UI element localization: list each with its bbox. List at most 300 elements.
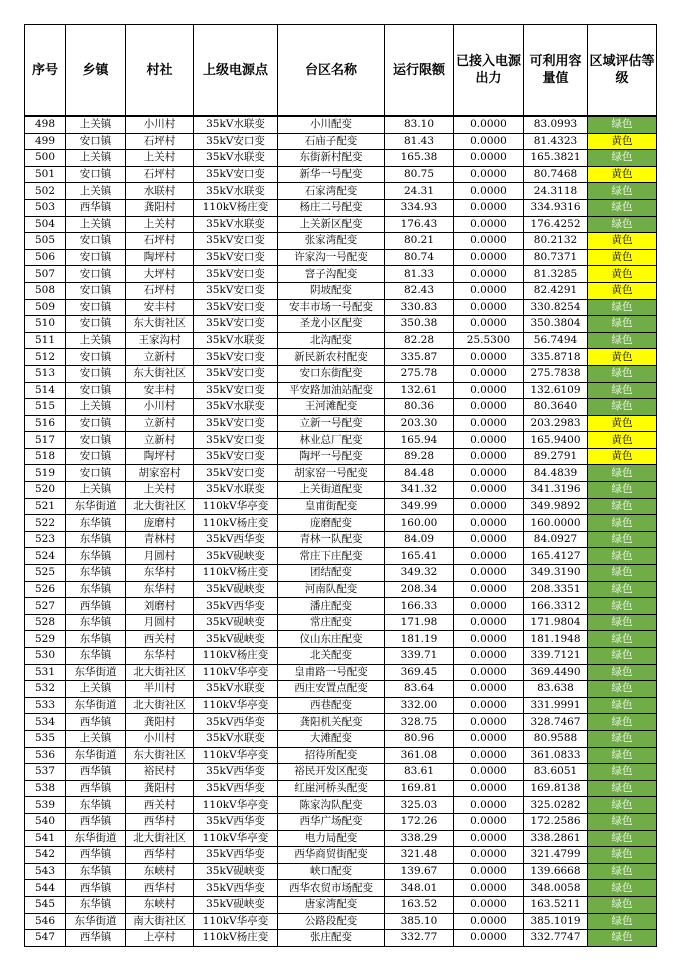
cell-index: 543 xyxy=(25,863,66,880)
table-row xyxy=(25,797,657,814)
cell-connected-output: 0.0000 xyxy=(454,515,524,532)
cell-power-source: 35kV安口变 xyxy=(194,316,278,333)
cell-village: 月圆村 xyxy=(126,548,194,565)
cell-village: 上关村 xyxy=(126,216,194,233)
cell-area-name: 窨子沟配变 xyxy=(278,266,385,283)
table-row xyxy=(25,432,657,449)
cell-index: 545 xyxy=(25,896,66,913)
cell-area-name: 上关新区配变 xyxy=(278,216,385,233)
cell-available-capacity: 169.8138 xyxy=(524,780,588,797)
cell-power-source: 110kV华亭变 xyxy=(194,797,278,814)
cell-operating-limit: 330.83 xyxy=(385,299,454,316)
cell-assessment-level: 绿色 xyxy=(588,365,657,382)
cell-index: 542 xyxy=(25,847,66,864)
cell-connected-output: 0.0000 xyxy=(454,133,524,150)
cell-assessment-level: 绿色 xyxy=(588,581,657,598)
cell-township: 安口镇 xyxy=(66,249,126,266)
cell-index: 531 xyxy=(25,664,66,681)
cell-available-capacity: 84.0927 xyxy=(524,531,588,548)
cell-assessment-level: 绿色 xyxy=(588,565,657,582)
table-row xyxy=(25,896,657,913)
cell-village: 北大街社区 xyxy=(126,697,194,714)
cell-township: 安口镇 xyxy=(66,266,126,283)
cell-township: 东华镇 xyxy=(66,797,126,814)
cell-connected-output: 0.0000 xyxy=(454,930,524,947)
cell-index: 522 xyxy=(25,515,66,532)
cell-connected-output: 0.0000 xyxy=(454,349,524,366)
cell-village: 南大街社区 xyxy=(126,913,194,930)
cell-available-capacity: 139.6668 xyxy=(524,863,588,880)
cell-power-source: 110kV杨庄变 xyxy=(194,515,278,532)
cell-area-name: 皇甫街配变 xyxy=(278,498,385,515)
cell-area-name: 陶坪一号配变 xyxy=(278,448,385,465)
table-row xyxy=(25,531,657,548)
cell-power-source: 35kV水联变 xyxy=(194,681,278,698)
cell-power-source: 35kV安口变 xyxy=(194,299,278,316)
cell-assessment-level: 黄色 xyxy=(588,448,657,465)
cell-connected-output: 0.0000 xyxy=(454,415,524,432)
table-row xyxy=(25,614,657,631)
cell-power-source: 35kV砚峡变 xyxy=(194,614,278,631)
cell-operating-limit: 132.61 xyxy=(385,382,454,399)
cell-area-name: 石庙子配变 xyxy=(278,133,385,150)
cell-index: 528 xyxy=(25,614,66,631)
cell-operating-limit: 325.03 xyxy=(385,797,454,814)
cell-power-source: 35kV水联变 xyxy=(194,482,278,499)
cell-power-source: 35kV水联变 xyxy=(194,150,278,167)
cell-operating-limit: 339.71 xyxy=(385,648,454,665)
cell-connected-output: 0.0000 xyxy=(454,614,524,631)
cell-available-capacity: 176.4252 xyxy=(524,216,588,233)
cell-assessment-level: 绿色 xyxy=(588,482,657,499)
cell-connected-output: 0.0000 xyxy=(454,780,524,797)
cell-power-source: 35kV砚峡变 xyxy=(194,896,278,913)
table-row xyxy=(25,598,657,615)
cell-connected-output: 0.0000 xyxy=(454,150,524,167)
cell-index: 501 xyxy=(25,166,66,183)
cell-available-capacity: 80.7468 xyxy=(524,166,588,183)
cell-township: 上关镇 xyxy=(66,150,126,167)
cell-area-name: 圣龙小区配变 xyxy=(278,316,385,333)
cell-township: 安口镇 xyxy=(66,382,126,399)
cell-operating-limit: 80.75 xyxy=(385,166,454,183)
cell-area-name: 大滩配变 xyxy=(278,730,385,747)
table-row xyxy=(25,847,657,864)
cell-village: 东华村 xyxy=(126,581,194,598)
cell-index: 514 xyxy=(25,382,66,399)
cell-area-name: 林业总厂配变 xyxy=(278,432,385,449)
cell-assessment-level: 绿色 xyxy=(588,631,657,648)
cell-index: 535 xyxy=(25,730,66,747)
cell-power-source: 35kV西华变 xyxy=(194,714,278,731)
cell-assessment-level: 黄色 xyxy=(588,133,657,150)
cell-power-source: 35kV安口变 xyxy=(194,349,278,366)
cell-area-name: 张庄配变 xyxy=(278,930,385,947)
cell-assessment-level: 绿色 xyxy=(588,299,657,316)
cell-township: 东华街道 xyxy=(66,830,126,847)
cell-operating-limit: 80.74 xyxy=(385,249,454,266)
cell-area-name: 常庄配变 xyxy=(278,614,385,631)
cell-operating-limit: 81.33 xyxy=(385,266,454,283)
cell-assessment-level: 黄色 xyxy=(588,233,657,250)
cell-power-source: 35kV安口变 xyxy=(194,249,278,266)
cell-assessment-level: 绿色 xyxy=(588,531,657,548)
cell-available-capacity: 349.9892 xyxy=(524,498,588,515)
cell-power-source: 35kV砚峡变 xyxy=(194,548,278,565)
cell-available-capacity: 165.4127 xyxy=(524,548,588,565)
cell-township: 东华镇 xyxy=(66,896,126,913)
cell-area-name: 阴坡配变 xyxy=(278,282,385,299)
cell-township: 西华镇 xyxy=(66,847,126,864)
cell-operating-limit: 321.48 xyxy=(385,847,454,864)
cell-assessment-level: 绿色 xyxy=(588,896,657,913)
cell-available-capacity: 181.1948 xyxy=(524,631,588,648)
cell-township: 上关镇 xyxy=(66,116,126,133)
cell-village: 东峡村 xyxy=(126,863,194,880)
cell-power-source: 110kV杨庄变 xyxy=(194,648,278,665)
cell-available-capacity: 349.3190 xyxy=(524,565,588,582)
table-row xyxy=(25,233,657,250)
cell-connected-output: 0.0000 xyxy=(454,830,524,847)
table-row xyxy=(25,930,657,947)
cell-township: 西华镇 xyxy=(66,598,126,615)
cell-operating-limit: 163.52 xyxy=(385,896,454,913)
cell-operating-limit: 349.99 xyxy=(385,498,454,515)
cell-power-source: 35kV安口变 xyxy=(194,233,278,250)
cell-power-source: 35kV安口变 xyxy=(194,448,278,465)
cell-operating-limit: 208.34 xyxy=(385,581,454,598)
table-body xyxy=(25,116,657,946)
cell-available-capacity: 335.8718 xyxy=(524,349,588,366)
cell-village: 青林村 xyxy=(126,531,194,548)
cell-village: 胡家窑村 xyxy=(126,465,194,482)
cell-available-capacity: 350.3804 xyxy=(524,316,588,333)
cell-operating-limit: 89.28 xyxy=(385,448,454,465)
cell-index: 513 xyxy=(25,365,66,382)
cell-index: 537 xyxy=(25,764,66,781)
cell-village: 月圆村 xyxy=(126,614,194,631)
header-index: 序号 xyxy=(25,25,66,117)
cell-township: 安口镇 xyxy=(66,299,126,316)
capacity-table xyxy=(24,24,657,947)
cell-village: 水联村 xyxy=(126,183,194,200)
cell-township: 西华镇 xyxy=(66,880,126,897)
cell-township: 安口镇 xyxy=(66,133,126,150)
cell-available-capacity: 385.1019 xyxy=(524,913,588,930)
cell-assessment-level: 绿色 xyxy=(588,764,657,781)
cell-township: 东华街道 xyxy=(66,747,126,764)
cell-power-source: 35kV安口变 xyxy=(194,382,278,399)
cell-index: 529 xyxy=(25,631,66,648)
cell-connected-output: 0.0000 xyxy=(454,498,524,515)
cell-power-source: 35kV西华变 xyxy=(194,531,278,548)
cell-connected-output: 0.0000 xyxy=(454,548,524,565)
cell-area-name: 东街新村配变 xyxy=(278,150,385,167)
table-row xyxy=(25,415,657,432)
cell-assessment-level: 绿色 xyxy=(588,780,657,797)
table-row xyxy=(25,316,657,333)
cell-village: 东大街社区 xyxy=(126,365,194,382)
cell-operating-limit: 341.32 xyxy=(385,482,454,499)
cell-area-name: 胡家窑一号配变 xyxy=(278,465,385,482)
cell-assessment-level: 绿色 xyxy=(588,465,657,482)
table-row xyxy=(25,150,657,167)
cell-township: 西华镇 xyxy=(66,930,126,947)
cell-operating-limit: 24.31 xyxy=(385,183,454,200)
cell-connected-output: 0.0000 xyxy=(454,299,524,316)
cell-available-capacity: 203.2983 xyxy=(524,415,588,432)
cell-connected-output: 0.0000 xyxy=(454,880,524,897)
cell-assessment-level: 绿色 xyxy=(588,116,657,133)
cell-available-capacity: 89.2791 xyxy=(524,448,588,465)
cell-assessment-level: 绿色 xyxy=(588,183,657,200)
table-row xyxy=(25,730,657,747)
cell-available-capacity: 163.5211 xyxy=(524,896,588,913)
cell-index: 532 xyxy=(25,681,66,698)
cell-connected-output: 0.0000 xyxy=(454,813,524,830)
cell-operating-limit: 332.00 xyxy=(385,697,454,714)
table-row xyxy=(25,482,657,499)
cell-village: 陶坪村 xyxy=(126,448,194,465)
cell-assessment-level: 绿色 xyxy=(588,880,657,897)
cell-connected-output: 0.0000 xyxy=(454,365,524,382)
cell-power-source: 35kV安口变 xyxy=(194,465,278,482)
cell-power-source: 35kV西华变 xyxy=(194,764,278,781)
cell-operating-limit: 80.21 xyxy=(385,233,454,250)
cell-power-source: 110kV华亭变 xyxy=(194,913,278,930)
cell-township: 东华镇 xyxy=(66,531,126,548)
cell-connected-output: 0.0000 xyxy=(454,465,524,482)
cell-operating-limit: 84.48 xyxy=(385,465,454,482)
cell-operating-limit: 328.75 xyxy=(385,714,454,731)
cell-connected-output: 0.0000 xyxy=(454,648,524,665)
cell-available-capacity: 341.3196 xyxy=(524,482,588,499)
cell-village: 东峡村 xyxy=(126,896,194,913)
cell-power-source: 110kV华亭变 xyxy=(194,697,278,714)
table-row xyxy=(25,863,657,880)
cell-assessment-level: 黄色 xyxy=(588,266,657,283)
cell-available-capacity: 80.3640 xyxy=(524,399,588,416)
cell-available-capacity: 275.7838 xyxy=(524,365,588,382)
cell-township: 上关镇 xyxy=(66,332,126,349)
cell-assessment-level: 绿色 xyxy=(588,216,657,233)
cell-assessment-level: 绿色 xyxy=(588,598,657,615)
cell-assessment-level: 绿色 xyxy=(588,847,657,864)
cell-township: 东华镇 xyxy=(66,648,126,665)
cell-assessment-level: 绿色 xyxy=(588,150,657,167)
cell-assessment-level: 绿色 xyxy=(588,548,657,565)
cell-operating-limit: 165.94 xyxy=(385,432,454,449)
table-row xyxy=(25,199,657,216)
cell-power-source: 35kV安口变 xyxy=(194,133,278,150)
cell-area-name: 皇甫路一号配变 xyxy=(278,664,385,681)
header-available-capacity: 可利用容量值 xyxy=(524,25,588,117)
cell-area-name: 新民新农村配变 xyxy=(278,349,385,366)
cell-power-source: 35kV砚峡变 xyxy=(194,581,278,598)
cell-power-source: 110kV华亭变 xyxy=(194,747,278,764)
cell-index: 526 xyxy=(25,581,66,598)
cell-township: 东华镇 xyxy=(66,631,126,648)
cell-index: 498 xyxy=(25,116,66,133)
cell-village: 东大街社区 xyxy=(126,747,194,764)
cell-area-name: 仪山东庄配变 xyxy=(278,631,385,648)
cell-area-name: 青林一队配变 xyxy=(278,531,385,548)
cell-village: 北大街社区 xyxy=(126,664,194,681)
cell-index: 521 xyxy=(25,498,66,515)
table-row xyxy=(25,183,657,200)
table-row xyxy=(25,747,657,764)
cell-connected-output: 0.0000 xyxy=(454,896,524,913)
header-assessment-level: 区域评估等级 xyxy=(588,25,657,117)
header-village: 村社 xyxy=(126,25,194,117)
header-area-name: 台区名称 xyxy=(278,25,385,117)
cell-operating-limit: 361.08 xyxy=(385,747,454,764)
cell-connected-output: 0.0000 xyxy=(454,183,524,200)
table-row xyxy=(25,349,657,366)
cell-village: 立新村 xyxy=(126,432,194,449)
cell-village: 王家沟村 xyxy=(126,332,194,349)
cell-assessment-level: 绿色 xyxy=(588,382,657,399)
cell-connected-output: 0.0000 xyxy=(454,266,524,283)
cell-assessment-level: 绿色 xyxy=(588,498,657,515)
table-row xyxy=(25,648,657,665)
cell-index: 506 xyxy=(25,249,66,266)
cell-area-name: 新华一号配变 xyxy=(278,166,385,183)
header-operating-limit: 运行限额 xyxy=(385,25,454,117)
cell-index: 539 xyxy=(25,797,66,814)
cell-connected-output: 0.0000 xyxy=(454,797,524,814)
cell-township: 上关镇 xyxy=(66,399,126,416)
cell-area-name: 西华广场配变 xyxy=(278,813,385,830)
cell-village: 小川村 xyxy=(126,399,194,416)
cell-index: 503 xyxy=(25,199,66,216)
cell-index: 546 xyxy=(25,913,66,930)
cell-connected-output: 0.0000 xyxy=(454,681,524,698)
cell-connected-output: 0.0000 xyxy=(454,913,524,930)
cell-index: 517 xyxy=(25,432,66,449)
cell-assessment-level: 黄色 xyxy=(588,166,657,183)
cell-available-capacity: 81.3285 xyxy=(524,266,588,283)
cell-available-capacity: 338.2861 xyxy=(524,830,588,847)
cell-power-source: 35kV水联变 xyxy=(194,730,278,747)
table-row xyxy=(25,548,657,565)
cell-operating-limit: 82.43 xyxy=(385,282,454,299)
cell-connected-output: 0.0000 xyxy=(454,282,524,299)
cell-township: 东华街道 xyxy=(66,913,126,930)
table-row xyxy=(25,681,657,698)
cell-village: 龚阳村 xyxy=(126,780,194,797)
cell-township: 东华街道 xyxy=(66,697,126,714)
cell-area-name: 潘庄配变 xyxy=(278,598,385,615)
cell-index: 538 xyxy=(25,780,66,797)
cell-area-name: 立新一号配变 xyxy=(278,415,385,432)
cell-village: 石坪村 xyxy=(126,166,194,183)
cell-assessment-level: 绿色 xyxy=(588,714,657,731)
cell-area-name: 西巷配变 xyxy=(278,697,385,714)
cell-township: 安口镇 xyxy=(66,432,126,449)
cell-area-name: 张家湾配变 xyxy=(278,233,385,250)
cell-village: 庞磨村 xyxy=(126,515,194,532)
cell-available-capacity: 80.9588 xyxy=(524,730,588,747)
cell-index: 500 xyxy=(25,150,66,167)
cell-village: 东华村 xyxy=(126,565,194,582)
cell-township: 东华镇 xyxy=(66,581,126,598)
cell-power-source: 35kV安口变 xyxy=(194,432,278,449)
table-row xyxy=(25,714,657,731)
cell-index: 541 xyxy=(25,830,66,847)
cell-area-name: 红崖河桥头配变 xyxy=(278,780,385,797)
cell-village: 西关村 xyxy=(126,631,194,648)
table-row xyxy=(25,880,657,897)
cell-township: 安口镇 xyxy=(66,316,126,333)
cell-assessment-level: 绿色 xyxy=(588,399,657,416)
table-row xyxy=(25,631,657,648)
cell-assessment-level: 绿色 xyxy=(588,747,657,764)
cell-township: 西华镇 xyxy=(66,764,126,781)
cell-area-name: 平安路加油站配变 xyxy=(278,382,385,399)
cell-available-capacity: 81.4323 xyxy=(524,133,588,150)
cell-connected-output: 0.0000 xyxy=(454,598,524,615)
cell-assessment-level: 绿色 xyxy=(588,797,657,814)
cell-area-name: 招待所配变 xyxy=(278,747,385,764)
table-row xyxy=(25,465,657,482)
cell-power-source: 35kV安口变 xyxy=(194,266,278,283)
cell-area-name: 河南队配变 xyxy=(278,581,385,598)
table-row xyxy=(25,581,657,598)
cell-village: 西华村 xyxy=(126,847,194,864)
cell-available-capacity: 171.9804 xyxy=(524,614,588,631)
cell-operating-limit: 385.10 xyxy=(385,913,454,930)
cell-operating-limit: 139.67 xyxy=(385,863,454,880)
cell-township: 东华街道 xyxy=(66,664,126,681)
cell-township: 安口镇 xyxy=(66,349,126,366)
cell-power-source: 110kV华亭变 xyxy=(194,498,278,515)
cell-power-source: 110kV华亭变 xyxy=(194,664,278,681)
cell-connected-output: 0.0000 xyxy=(454,697,524,714)
cell-connected-output: 0.0000 xyxy=(454,482,524,499)
cell-connected-output: 0.0000 xyxy=(454,531,524,548)
cell-available-capacity: 331.9991 xyxy=(524,697,588,714)
cell-area-name: 峡口配变 xyxy=(278,863,385,880)
cell-village: 西华村 xyxy=(126,813,194,830)
cell-assessment-level: 绿色 xyxy=(588,697,657,714)
cell-available-capacity: 84.4839 xyxy=(524,465,588,482)
cell-connected-output: 0.0000 xyxy=(454,664,524,681)
cell-village: 刘磨村 xyxy=(126,598,194,615)
cell-township: 安口镇 xyxy=(66,365,126,382)
cell-operating-limit: 334.93 xyxy=(385,199,454,216)
cell-operating-limit: 172.26 xyxy=(385,813,454,830)
cell-village: 龚阳村 xyxy=(126,714,194,731)
cell-village: 裕民村 xyxy=(126,764,194,781)
cell-operating-limit: 171.98 xyxy=(385,614,454,631)
cell-index: 515 xyxy=(25,399,66,416)
cell-township: 安口镇 xyxy=(66,415,126,432)
cell-available-capacity: 328.7467 xyxy=(524,714,588,731)
cell-index: 516 xyxy=(25,415,66,432)
cell-area-name: 唐家湾配变 xyxy=(278,896,385,913)
cell-connected-output: 0.0000 xyxy=(454,730,524,747)
table-row xyxy=(25,498,657,515)
cell-assessment-level: 黄色 xyxy=(588,415,657,432)
table-row xyxy=(25,830,657,847)
table-row xyxy=(25,399,657,416)
cell-index: 520 xyxy=(25,482,66,499)
cell-township: 上关镇 xyxy=(66,482,126,499)
table-row xyxy=(25,166,657,183)
cell-power-source: 35kV水联变 xyxy=(194,116,278,133)
cell-index: 523 xyxy=(25,531,66,548)
